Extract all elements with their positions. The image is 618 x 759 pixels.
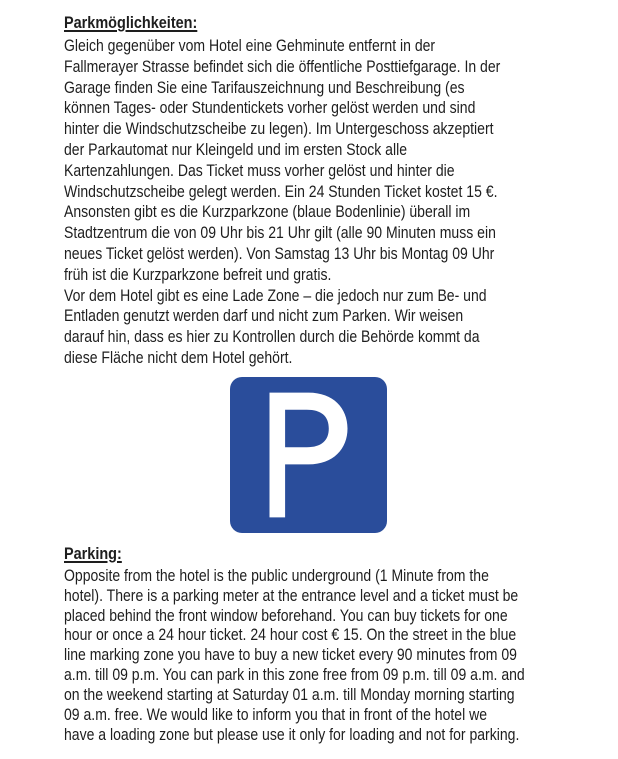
text-line: 09 a.m. free. We would like to inform you that in front of the hotel we — [64, 706, 488, 725]
text-line: Stadtzentrum die von 09 Uhr bis 21 Uhr gilt (alle 90 Minuten muss ein — [64, 224, 496, 243]
text-line: neues Ticket gelöst werden). Von Samstag 13 Uhr bis Montag 09 Uhr — [64, 244, 495, 263]
text-line: Opposite from the hotel is the public underground (1 Minute from the — [64, 566, 489, 585]
text-line: Fallmerayer Strasse befindet sich die öffentliche Posttiefgarage. In der — [64, 57, 501, 76]
text-line: Garage finden Sie eine Tarifauszeichnung und Beschreibung (es — [64, 78, 465, 97]
text-line: Vor dem Hotel gibt es eine Lade Zone – die jedoch nur zum Be- und — [64, 286, 487, 305]
text-line: Entladen genutzt werden darf und nicht zum Parken. Wir weisen — [64, 307, 464, 326]
text-line: hour or once a 24 hour ticket. 24 hour cost € 15. On the street in the blue — [64, 626, 517, 645]
text-line: line marking zone you have to buy a new ticket every 90 minutes from 09 — [64, 646, 517, 665]
text-line: placed behind the front window beforehand. You can buy tickets for one — [64, 606, 508, 625]
english-section-heading: Parking: — [64, 543, 122, 563]
german-paragraph — [64, 36, 582, 369]
text-line: have a loading zone but please use it only for loading and not for parking. — [64, 726, 520, 744]
text-line: der Parkautomat nur Kleingeld und im ersten Stock alle — [64, 140, 408, 159]
text-line: früh ist die Kurzparkzone befreit und gratis. — [64, 265, 332, 284]
text-line: Windschutzscheibe gelegt werden. Ein 24 Stunden Ticket kostet 15 €. — [64, 182, 498, 201]
english-paragraph — [64, 567, 582, 746]
parking-p-glyph — [230, 377, 387, 533]
text-line: Gleich gegenüber vom Hotel eine Gehminute entfernt in der — [64, 37, 436, 55]
german-section-heading: Parkmöglichkeiten: — [64, 13, 198, 32]
text-line: hotel). There is a parking meter at the entrance level and a ticket must be — [64, 586, 519, 605]
text-line: darauf hin, dass es hier zu Kontrollen durch die Behörde kommt da — [64, 328, 480, 347]
text-line: Kartenzahlungen. Das Ticket muss vorher gelöst und hinter die — [64, 161, 455, 180]
text-line: können Tages- oder Stundentickets vorher gelöst werden und sind — [64, 99, 476, 118]
text-line: Ansonsten gibt es die Kurzparkzone (blaue Bodenlinie) überall im — [64, 203, 471, 222]
parking-sign-icon — [230, 377, 387, 533]
text-line: hinter die Windschutzscheibe zu legen). Im Untergeschoss akzeptiert — [64, 120, 494, 139]
text-line: a.m. till 09 p.m. You can park in this zone free from 09 p.m. till 09 a.m. and — [64, 666, 525, 685]
text-line: on the weekend starting at Saturday 01 a.m. till Monday morning starting — [64, 686, 515, 705]
text-line: diese Fläche nicht dem Hotel gehört. — [64, 348, 293, 367]
